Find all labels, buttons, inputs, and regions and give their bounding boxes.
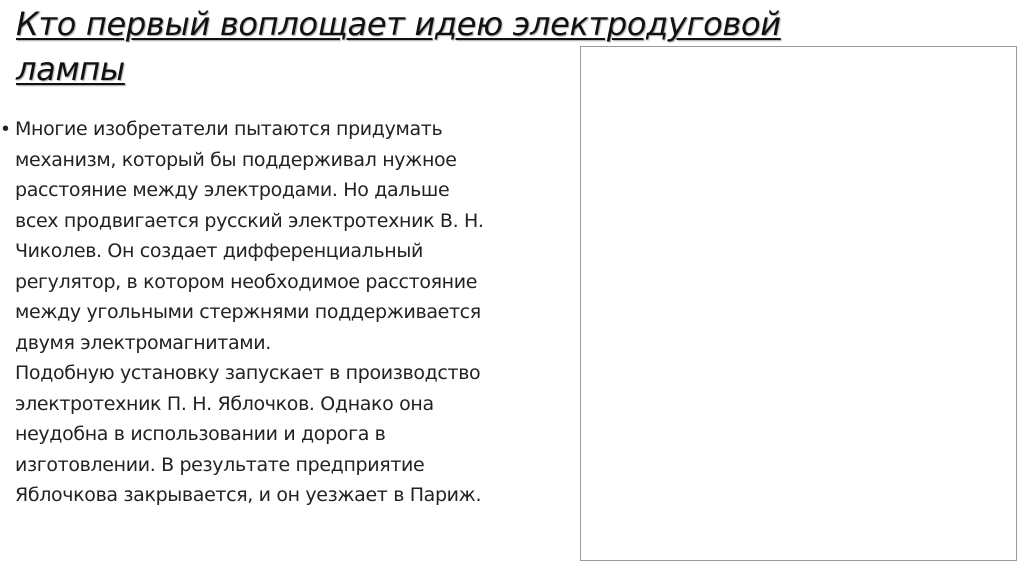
slide-title: Кто первый воплощает идею электродуговой лампы bbox=[16, 5, 781, 88]
body-paragraph: Многие изобретатели пытаются придумать механизм, который бы поддерживал нужное расстояние между электродами. Но дальше всех продвигается русский электротехник В. Н. Чиколев. Он создает дифференциальный регулятор, в котором необходимое расстояние между угольными стержнями поддерживается двумя электромагнитами. Подобную установку запускает в производство электротехник П. Н. Яблочков. Однако она неудобна в использовании и дорога в изготовлении. В результате предприятие Яблочкова закрывается, и он уезжает в Париж. bbox=[15, 118, 484, 506]
image-placeholder bbox=[580, 46, 1017, 561]
bullet-marker: • bbox=[2, 118, 10, 140]
